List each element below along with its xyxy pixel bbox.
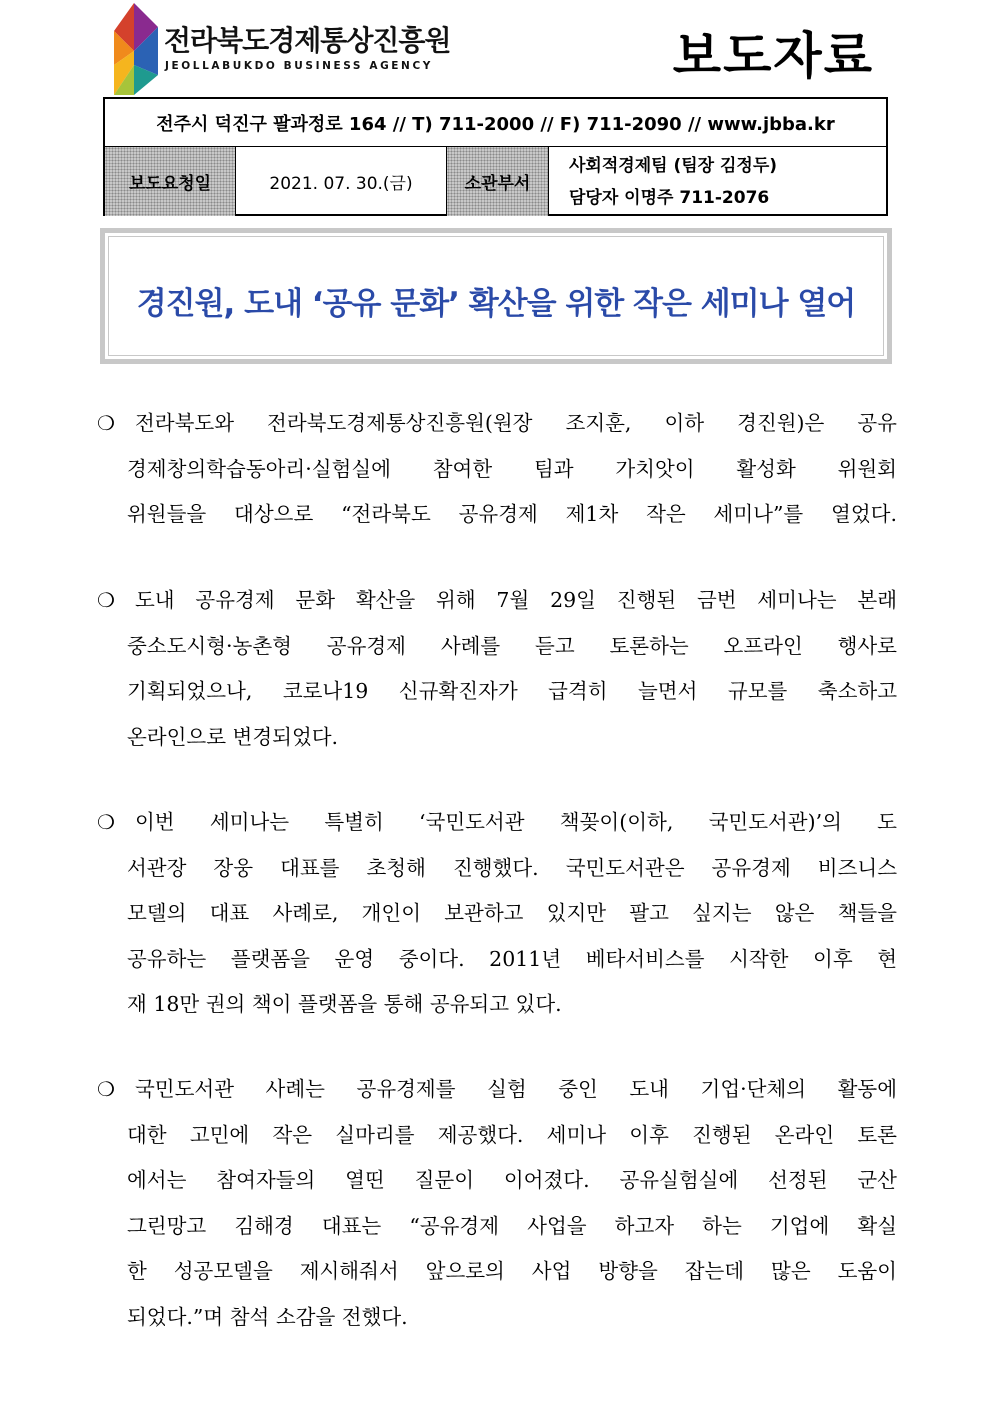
paragraph-bullet-icon: ❍ [97,810,115,834]
department-label: 소관부서 [447,147,549,216]
department-contact: 담당자 이명주 711-2076 [569,187,770,208]
paragraph-line: 위원들을 대상으로 “전라북도 공유경제 제1차 작은 세미나”를 열었다. [127,502,897,526]
paragraph-line: 되었다.”며 참석 소감을 전했다. [127,1304,408,1329]
paragraph-line: 대한 고민에 작은 실마리를 제공했다. 세미나 이후 진행된 온라인 토론 [127,1122,897,1147]
paragraph-line: 에서는 참여자들의 열띤 질문이 이어졌다. 공유실험실에 선정된 군산 [127,1168,897,1192]
paragraph-line: 한 성공모델을 제시해줘서 앞으로의 사업 방향을 잡는데 많은 도움이 [127,1259,897,1283]
paragraph-line: 서관장 장웅 대표를 초청해 진행했다. 국민도서관은 공유경제 비즈니스 [127,855,897,880]
paragraph-line: 온라인으로 변경되었다. [127,724,339,749]
agency-name-english: JEOLLABUKDO BUSINESS AGENCY [165,60,433,72]
headline-box [100,228,892,364]
paragraph-bullet-icon: ❍ [97,1077,115,1101]
paragraph-line: 전라북도와 전라북도경제통상진흥원(원장 조지훈, 이하 경진원)은 공유 [135,411,897,435]
document-type-heading: 보도자료 [672,27,874,85]
contact-address-line: 전주시 덕진구 팔과정로 164 // T) 711-2000 // F) 711-2090 // www.jbba.kr [105,99,886,147]
paragraph-line: 기획되었으나, 코로나19 신규확진자가 급격히 늘면서 규모를 축소하고 [127,679,897,703]
paragraph-bullet-icon: ❍ [97,588,115,612]
body-paragraph-1 [97,401,897,538]
paragraph-line: 모델의 대표 사례로, 개인이 보관하고 있지만 팔고 싶지는 않은 책들을 [127,901,897,925]
paragraph-line: 재 18만 권의 책이 플랫폼을 통해 공유되고 있다. [127,992,562,1016]
department-team: 사회적경제팀 (팀장 김정두) [569,155,778,176]
paragraph-line: 중소도시형·농촌형 공유경제 사례를 듣고 토론하는 오프라인 행사로 [127,633,897,658]
paragraph-line: 그린망고 김해경 대표는 “공유경제 사업을 하고자 하는 기업에 확실 [127,1213,897,1238]
paragraph-line: 이번 세미나는 특별히 ‘국민도서관 책꽂이(이하, 국민도서관)’의 도 [135,810,897,834]
body-paragraph-4 [97,1067,897,1340]
headline: 경진원, 도내 ‘공유 문화’ 확산을 위한 작은 세미나 열어 [136,286,856,322]
paragraph-bullet-icon: ❍ [97,411,115,435]
request-date-value: 2021. 07. 30.(금) [236,147,447,216]
request-date-label: 보도요청일 [105,147,236,216]
paragraph-line: 경제창의학습동아리·실험실에 참여한 팀과 가치앗이 활성화 위원회 [127,456,897,481]
press-info-table [103,97,888,216]
body-paragraph-2 [97,578,897,760]
paragraph-line: 공유하는 플랫폼을 운영 중이다. 2011년 베타서비스를 시작한 이후 현 [127,946,897,971]
department-value [549,147,886,216]
agency-logo [108,3,451,95]
paragraph-line: 국민도서관 사례는 공유경제를 실험 중인 도내 기업·단체의 활동에 [135,1077,897,1101]
agency-name-korean: 전라북도경제통상진흥원 [164,24,451,57]
agency-logo-icon [108,3,158,95]
paragraph-line: 도내 공유경제 문화 확산을 위해 7월 29일 진행된 금번 세미나는 본래 [135,588,897,612]
body-paragraph-3 [97,800,897,1028]
